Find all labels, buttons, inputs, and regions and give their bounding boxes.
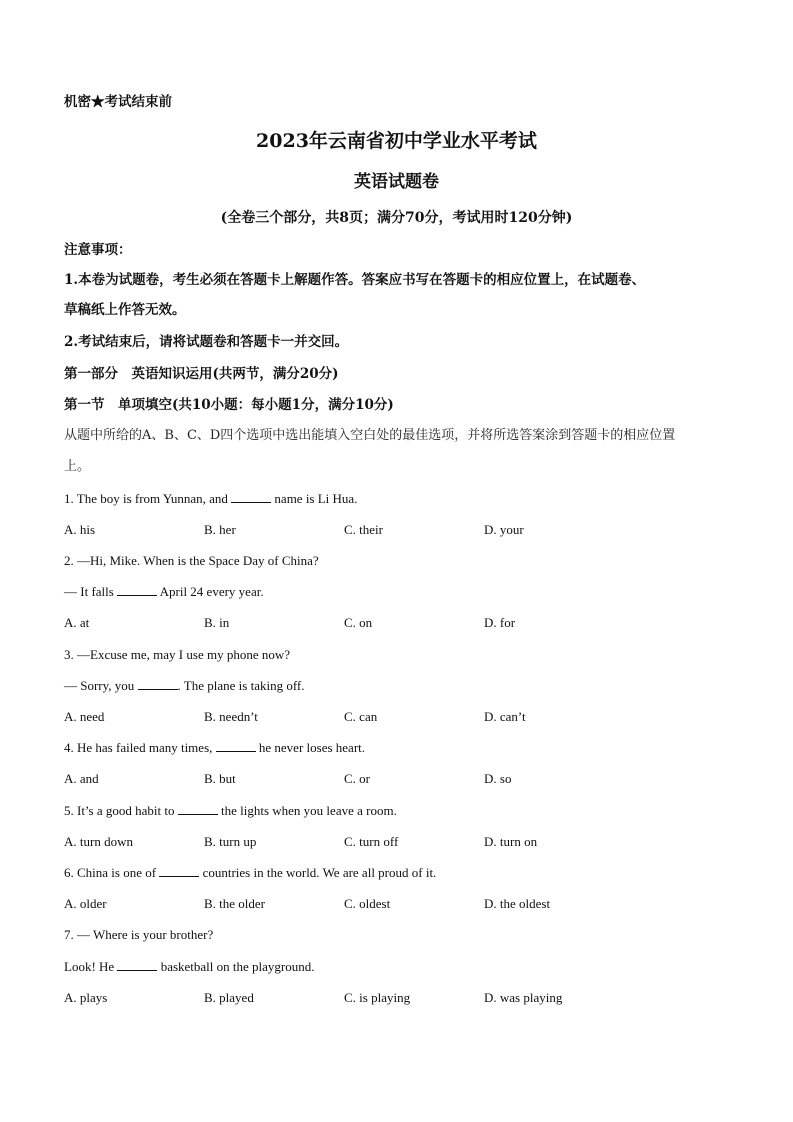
exam-title: 2023年云南省初中学业水平考试 bbox=[256, 130, 537, 152]
confidential-mark: 机密★考试结束前 bbox=[64, 94, 172, 110]
q6-option-d: D. the oldest bbox=[484, 896, 551, 911]
q1-option-a: A. his bbox=[64, 522, 96, 537]
q3-option-c: C. can bbox=[344, 709, 378, 724]
question-3-line-1: 3. —Excuse me, may I use my phone now? bbox=[64, 647, 291, 662]
q7-option-c: C. is playing bbox=[344, 990, 411, 1005]
q4-option-a: A. and bbox=[64, 771, 99, 786]
q2-option-c: C. on bbox=[344, 615, 373, 630]
part-1-heading: 第一部分 英语知识运用(共两节，满分20分) bbox=[64, 366, 339, 382]
note-2: 2.考试结束后，请将试题卷和答题卡一并交回。 bbox=[64, 334, 349, 350]
q6-option-c: C. oldest bbox=[344, 896, 391, 911]
q3-option-b: B. needn’t bbox=[204, 709, 258, 724]
q1-option-c: C. their bbox=[344, 522, 383, 537]
q7-option-d: D. was playing bbox=[484, 990, 563, 1005]
question-2-line-1: 2. —Hi, Mike. When is the Space Day of China? bbox=[64, 553, 319, 568]
q2-option-b: B. in bbox=[204, 615, 230, 630]
question-6: 6. China is one of countries in the world. We are all proud of it. bbox=[64, 865, 437, 880]
q7-option-a: A. plays bbox=[64, 990, 108, 1005]
question-7-line-1: 7. — Where is your brother? bbox=[64, 927, 214, 942]
q6-option-b: B. the older bbox=[204, 896, 266, 911]
q3-option-a: A. need bbox=[64, 709, 105, 724]
q2-option-d: D. for bbox=[484, 615, 516, 630]
q5-option-b: B. turn up bbox=[204, 834, 257, 849]
question-2-line-2: — It falls April 24 every year. bbox=[64, 584, 264, 599]
instruction-line-1: 从题中所给的A、B、C、D四个选项中选出能填入空白处的最佳选项，并将所选答案涂到答题卡的相应位置 bbox=[64, 428, 676, 443]
q1-option-b: B. her bbox=[204, 522, 236, 537]
q7-option-b: B. played bbox=[204, 990, 254, 1005]
q5-option-a: A. turn down bbox=[64, 834, 133, 849]
question-1: 1. The boy is from Yunnan, and name is Li Hua. bbox=[64, 491, 358, 506]
notes-heading: 注意事项： bbox=[64, 242, 132, 258]
question-7-line-2: Look! He basketball on the playground. bbox=[64, 959, 315, 974]
q3-option-d: D. can’t bbox=[484, 709, 526, 724]
note-1-line-1: 1.本卷为试题卷，考生必须在答题卡上解题作答。答案应书写在答题卡的相应位置上，在试题卷、 bbox=[64, 272, 646, 288]
paper-subtitle: 英语试题卷 bbox=[354, 172, 439, 192]
paper-info: (全卷三个部分，共8页；满分70分，考试用时120分钟) bbox=[220, 210, 573, 226]
q6-option-a: A. older bbox=[64, 896, 107, 911]
question-5: 5. It’s a good habit to the lights when you leave a room. bbox=[64, 803, 397, 818]
question-4: 4. He has failed many times, he never loses heart. bbox=[64, 740, 366, 755]
section-1-heading: 第一节 单项填空(共10小题：每小题1分，满分10分) bbox=[64, 397, 394, 413]
q4-option-c: C. or bbox=[344, 771, 370, 786]
q5-option-c: C. turn off bbox=[344, 834, 399, 849]
note-1-line-2: 草稿纸上作答无效。 bbox=[64, 302, 186, 318]
q4-option-d: D. so bbox=[484, 771, 512, 786]
q1-option-d: D. your bbox=[484, 522, 524, 537]
q5-option-d: D. turn on bbox=[484, 834, 538, 849]
q4-option-b: B. but bbox=[204, 771, 236, 786]
instruction-line-2: 上。 bbox=[64, 459, 91, 474]
question-3-line-2: — Sorry, you . The plane is taking off. bbox=[64, 678, 305, 693]
q2-option-a: A. at bbox=[64, 615, 90, 630]
